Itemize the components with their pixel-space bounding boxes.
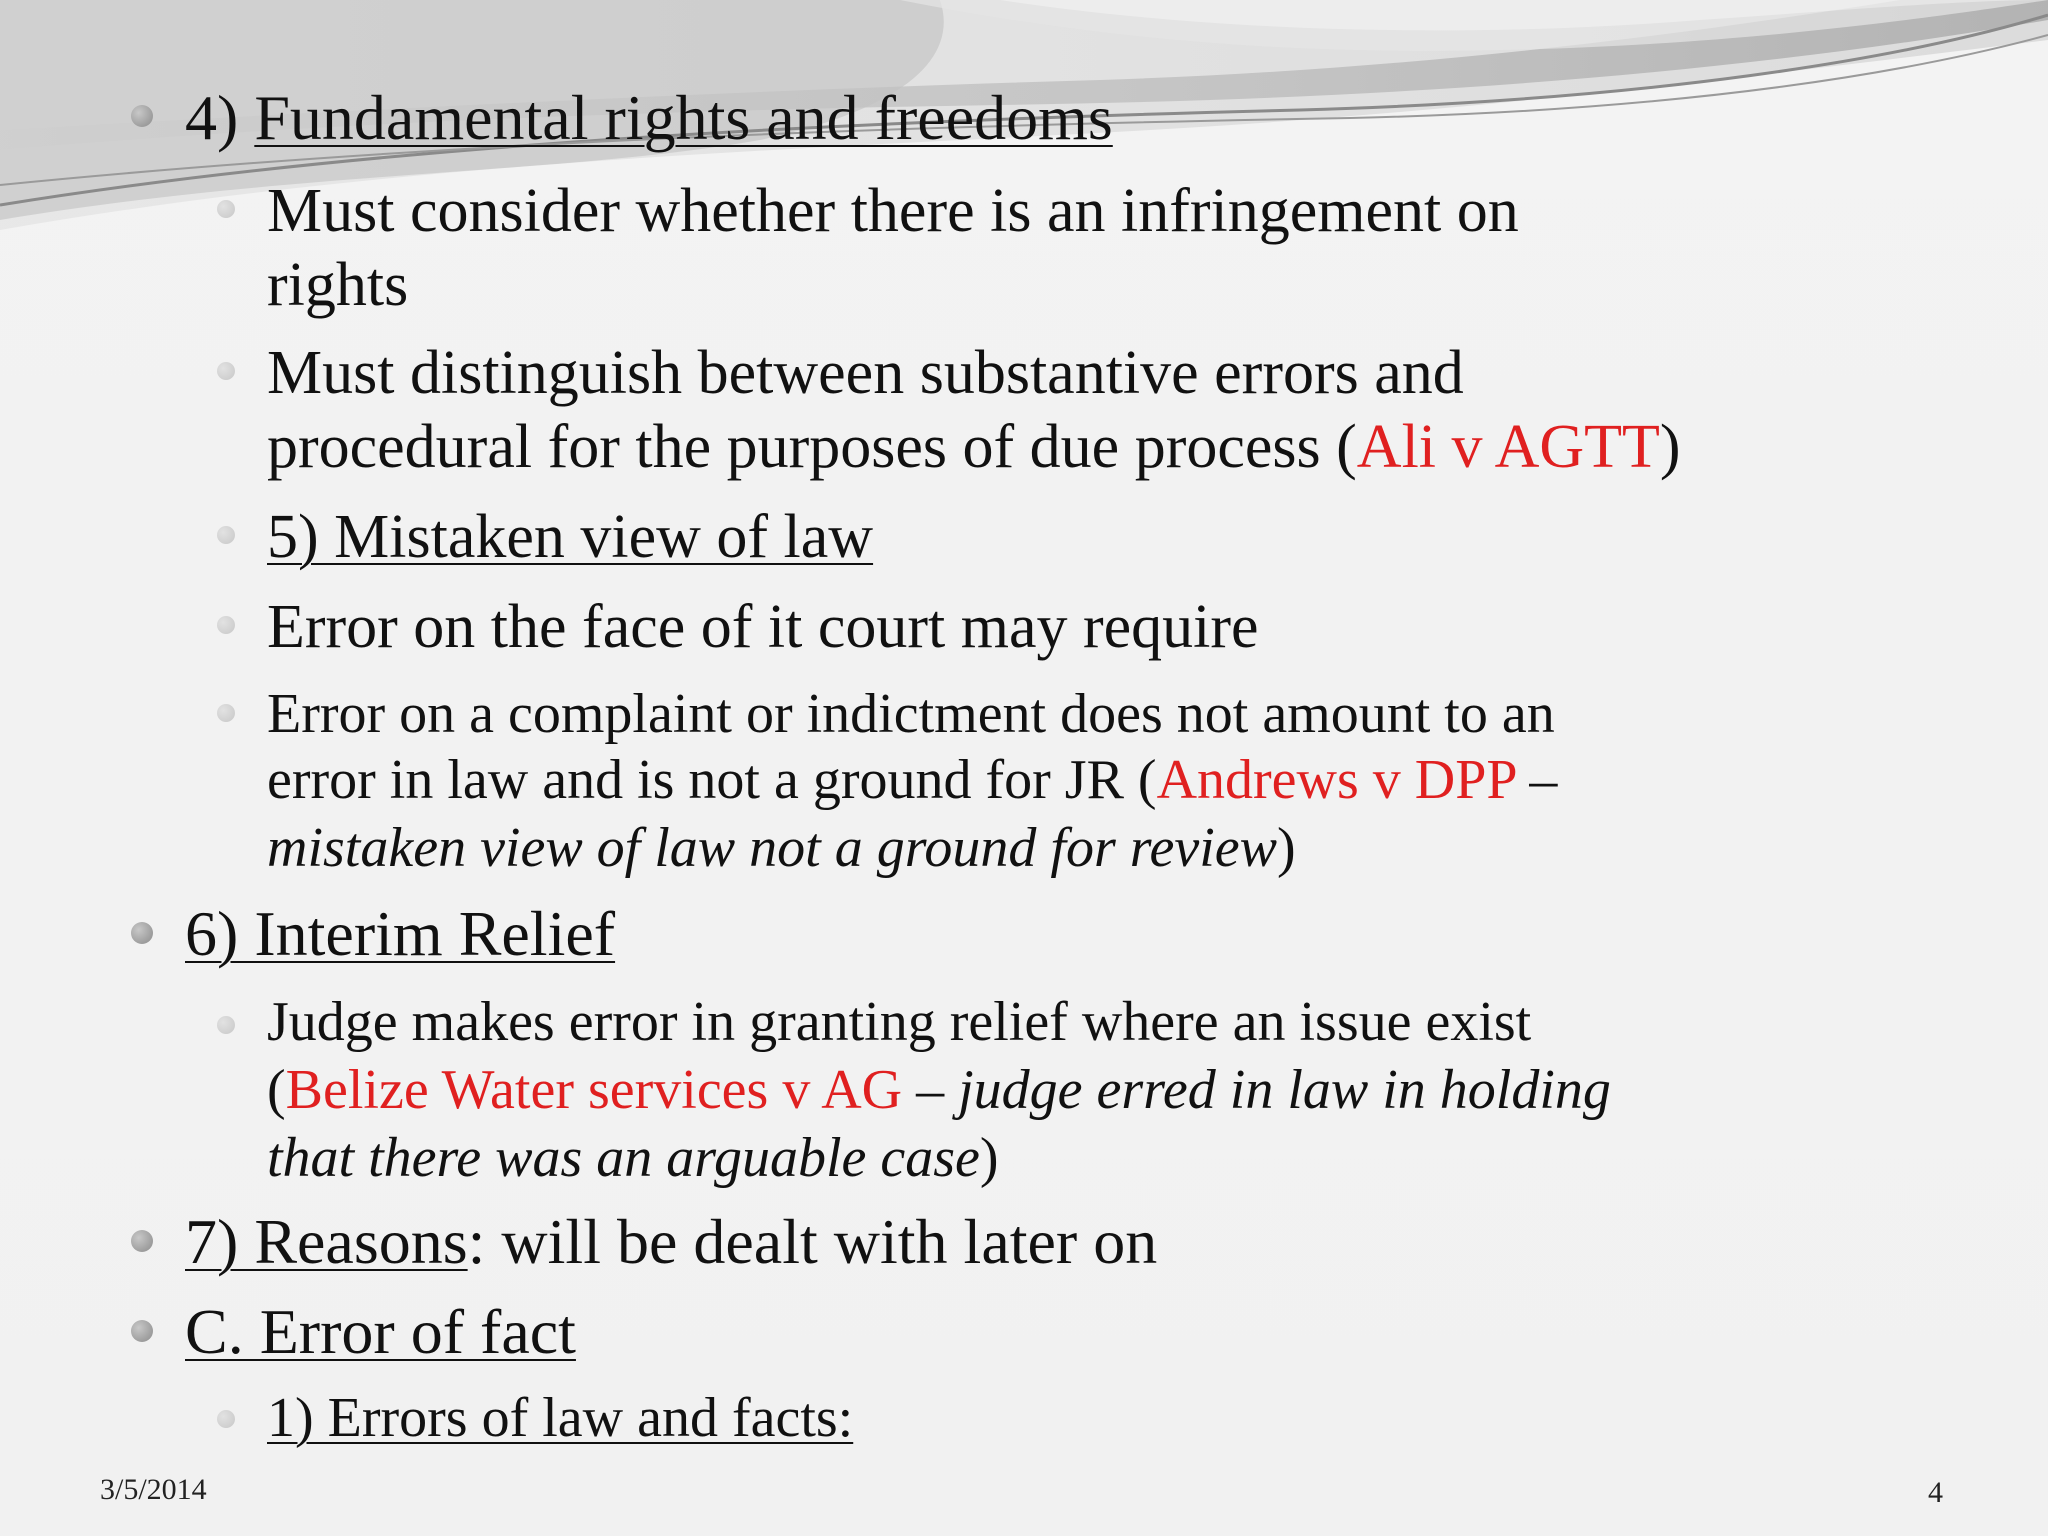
item-judge-error-cont xyxy=(267,1059,1611,1121)
close-paren: ) xyxy=(979,1127,999,1189)
item-errors-law-facts xyxy=(267,1387,854,1449)
bullet-level1 xyxy=(131,922,153,944)
item-judge-error: Judge makes error in granting relief where an issue exist xyxy=(267,991,1532,1053)
heading-reasons-rest: : will be dealt with later on xyxy=(467,1206,1158,1277)
bullet-level2 xyxy=(217,1410,235,1428)
dash: – xyxy=(1515,749,1558,811)
item-distinguish-errors-cont xyxy=(267,413,1681,481)
open-paren: ( xyxy=(267,1059,286,1121)
bullet-level2 xyxy=(217,200,235,218)
item-error-face: Error on the face of it court may require xyxy=(267,593,1259,661)
heading-error-of-fact-text: C. Error of fact xyxy=(185,1296,576,1367)
heading-reasons-label: 7) Reasons xyxy=(185,1206,468,1277)
item-error-complaint-cont xyxy=(267,749,1558,811)
item-infringement-cont: rights xyxy=(267,251,409,319)
heading-interim-relief-text: 6) Interim Relief xyxy=(185,898,616,969)
heading-reasons xyxy=(185,1206,1158,1277)
item-infringement: Must consider whether there is an infringement on xyxy=(267,177,1519,245)
subheading-mistaken-view: 5) Mistaken view of law xyxy=(267,503,874,571)
heading-number: 4) xyxy=(185,82,239,153)
bullet-level2 xyxy=(217,362,235,380)
item-judge-error-cont2 xyxy=(267,1127,999,1189)
bullet-level2 xyxy=(217,704,235,722)
item-distinguish-text: procedural for the purposes of due process ( xyxy=(267,413,1357,481)
bullet-level1 xyxy=(131,105,153,127)
close-paren: ) xyxy=(1659,413,1681,481)
subheading-errors-law-facts: 1) Errors of law and facts: xyxy=(267,1387,854,1449)
italic-note: judge erred in law in holding xyxy=(958,1059,1611,1121)
case-andrews-v-dpp: Andrews v DPP xyxy=(1156,749,1516,811)
italic-note: that there was an arguable case xyxy=(267,1127,980,1189)
heading-text: Fundamental rights and freedoms xyxy=(254,82,1113,153)
item-error-complaint: Error on a complaint or indictment does not amount to an xyxy=(267,683,1555,745)
item-error-complaint-cont2 xyxy=(267,817,1296,879)
item-error-complaint-text: error in law and is not a ground for JR ( xyxy=(267,749,1157,811)
heading-error-of-fact xyxy=(185,1296,576,1367)
case-ali-v-agtt: Ali v AGTT xyxy=(1356,413,1660,481)
bullet-level1 xyxy=(131,1230,153,1252)
case-belize-water: Belize Water services v AG xyxy=(285,1059,903,1121)
italic-note: mistaken view of law not a ground for review xyxy=(267,817,1277,879)
close-paren: ) xyxy=(1276,817,1296,879)
heading-fundamental-rights xyxy=(185,82,1113,153)
heading-interim-relief xyxy=(185,898,616,969)
footer-date: 3/5/2014 xyxy=(100,1473,207,1506)
footer-page-number: 4 xyxy=(1928,1476,1943,1509)
bullet-level2 xyxy=(217,1016,235,1034)
dash: – xyxy=(902,1059,959,1121)
item-mistaken-view xyxy=(267,503,874,571)
bullet-level2 xyxy=(217,526,235,544)
bullet-level2 xyxy=(217,616,235,634)
item-distinguish-errors: Must distinguish between substantive errors and xyxy=(267,339,1464,407)
bullet-level1 xyxy=(131,1320,153,1342)
